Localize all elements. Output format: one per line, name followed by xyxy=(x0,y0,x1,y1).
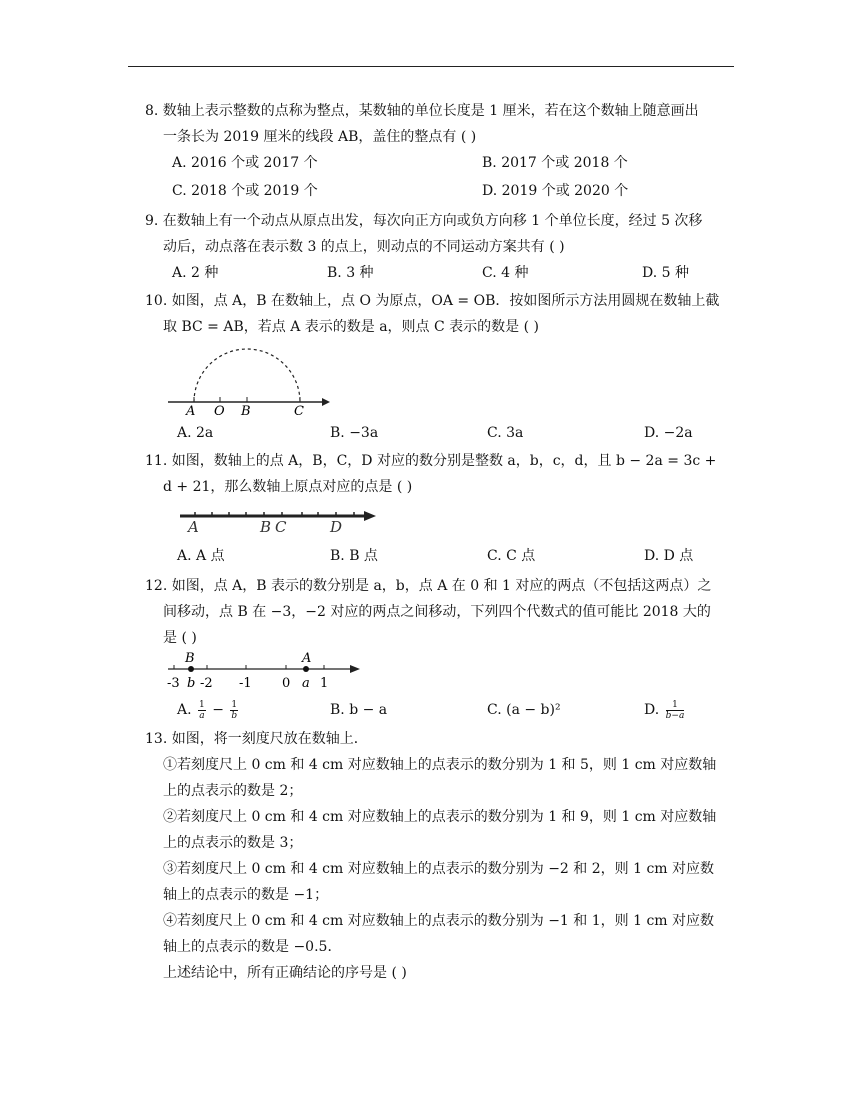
question-12 xyxy=(145,573,745,651)
q9-option-c[interactable]: C. 4 种 xyxy=(482,265,529,281)
q12-point-b xyxy=(188,666,194,672)
q12-option-c[interactable]: C. (a − b)² xyxy=(487,702,561,718)
question-8 xyxy=(145,98,745,150)
q13-statement-4a: ④若刻度尺上 0 cm 和 4 cm 对应数轴上的点表示的数分别为 −1 和 1，则 1 cm 对应数 xyxy=(163,913,715,929)
q10-number-line-figure xyxy=(168,340,338,418)
q8-options-row2 xyxy=(172,178,732,204)
q13-statement-4b: 轴上的点表示的数是 −0.5． xyxy=(163,939,342,955)
q8-options-row1 xyxy=(172,150,732,176)
q10-options xyxy=(172,420,732,446)
q8-line1: 8. 数轴上表示整数的点称为整点，某数轴的单位长度是 1 厘米，若在这个数轴上随意画出 xyxy=(145,103,699,119)
q8-option-c[interactable]: C. 2018 个或 2019 个 xyxy=(172,183,318,199)
q12-frac1-num: 1 xyxy=(199,699,205,710)
q12-tick-zero: 0 xyxy=(282,676,291,691)
q9-line1: 9. 在数轴上有一个动点从原点出发，每次向正方向或负方向移 1 个单位长度，经过 5 次移 xyxy=(145,213,703,229)
q12-point-a xyxy=(303,666,309,672)
q12-options xyxy=(172,697,732,723)
q12-frac2-num: 1 xyxy=(231,699,238,710)
q11-options xyxy=(172,543,732,569)
q13-statement-1a: ①若刻度尺上 0 cm 和 4 cm 对应数轴上的点表示的数分别为 1 和 5，则 1 cm 对应数轴 xyxy=(163,757,717,773)
q9-line2: 动后，动点落在表示数 3 的点上，则动点的不同运动方案共有 ( ) xyxy=(163,239,565,255)
q10-line2: 取 BC = AB，若点 A 表示的数是 a，则点 C 表示的数是 ( ) xyxy=(163,319,539,335)
header-rule xyxy=(128,66,734,67)
q11-option-a[interactable]: A. A 点 xyxy=(177,548,225,564)
q10-label-a: A xyxy=(186,404,196,418)
question-13 xyxy=(145,726,745,986)
q12-tick-neg1: -1 xyxy=(239,676,252,691)
q11-line2: d + 21，那么数轴上原点对应的点是 ( ) xyxy=(163,479,413,495)
q13-final-prompt: 上述结论中，所有正确结论的序号是 ( ) xyxy=(163,965,407,981)
q10-arc xyxy=(194,349,300,402)
q12-line2: 间移动，点 B 在 −3，−2 对应的两点之间移动，下列四个代数式的值可能比 2018 大的 xyxy=(163,604,711,620)
q9-option-a[interactable]: A. 2 种 xyxy=(172,265,219,281)
q13-statement-3a: ③若刻度尺上 0 cm 和 4 cm 对应数轴上的点表示的数分别为 −2 和 2，则 1 cm 对应数 xyxy=(163,861,715,877)
q12-option-d-label: D. xyxy=(644,702,660,718)
q8-option-a[interactable]: A. 2016 个或 2017 个 xyxy=(172,155,318,171)
q12-line3: 是 ( ) xyxy=(163,630,197,646)
q10-option-a[interactable]: A. 2a xyxy=(177,425,214,441)
q12-option-a-frac1 xyxy=(198,700,206,721)
q10-arrow xyxy=(322,398,330,406)
q12-tick-neg3: -3 xyxy=(167,676,180,691)
q13-statement-2b: 上的点表示的数是 3； xyxy=(163,835,303,851)
q12-option-b[interactable]: B. b − a xyxy=(330,702,388,718)
q12-number-line-figure xyxy=(166,650,362,694)
q10-label-o: O xyxy=(214,404,225,418)
q8-line2: 一条长为 2019 厘米的线段 AB，盖住的整点有 ( ) xyxy=(163,129,477,145)
q12-line1: 12. 如图，点 A，B 表示的数分别是 a，b，点 A 在 0 和 1 对应的两点（不包括这两点）之 xyxy=(145,578,712,594)
q12-option-a-frac2 xyxy=(230,700,238,721)
q12-tick-b: b xyxy=(187,676,196,691)
q11-line1: 11. 如图，数轴上的点 A，B，C，D 对应的数分别是整数 a，b，c，d，且 b − 2a = 3c + xyxy=(145,453,717,469)
q11-option-d[interactable]: D. D 点 xyxy=(644,548,694,564)
q9-options xyxy=(172,260,732,286)
q10-label-c: C xyxy=(294,404,304,418)
q13-statement-3b: 轴上的点表示的数是 −1； xyxy=(163,887,329,903)
question-10 xyxy=(145,288,745,340)
q12-tick-neg2: -2 xyxy=(200,676,213,691)
q11-number-line-figure xyxy=(178,506,380,536)
q8-option-b[interactable]: B. 2017 个或 2018 个 xyxy=(482,155,628,171)
q12-tick-a: a xyxy=(302,676,310,691)
q11-label-b: B xyxy=(260,518,272,536)
q13-statement-1b: 上的点表示的数是 2； xyxy=(163,783,303,799)
q8-option-d[interactable]: D. 2019 个或 2020 个 xyxy=(482,183,629,199)
q12-upper-a: A xyxy=(302,651,312,666)
q10-option-c[interactable]: C. 3a xyxy=(487,425,524,441)
q11-label-d: D xyxy=(330,518,343,536)
q12-option-d[interactable] xyxy=(644,697,686,723)
q12-option-a-label: A. xyxy=(177,702,192,718)
q10-option-b[interactable]: B. −3a xyxy=(330,425,379,441)
q12-fracd-num: 1 xyxy=(666,700,685,711)
q10-label-b: B xyxy=(241,404,251,418)
q13-statement-2a: ②若刻度尺上 0 cm 和 4 cm 对应数轴上的点表示的数分别为 1 和 9，则 1 cm 对应数轴 xyxy=(163,809,717,825)
q12-frac2-den: b xyxy=(231,710,238,721)
q11-arrow xyxy=(364,511,376,521)
question-11 xyxy=(145,448,745,500)
q12-option-a[interactable] xyxy=(177,697,240,723)
q12-frac1-den: a xyxy=(199,710,205,721)
q12-upper-b: B xyxy=(185,651,195,666)
q11-option-c[interactable]: C. C 点 xyxy=(487,548,536,564)
q12-fracd-den: b−a xyxy=(665,710,685,721)
q12-option-a-minus: − xyxy=(212,702,224,718)
q9-option-b[interactable]: B. 3 种 xyxy=(327,265,374,281)
q10-option-d[interactable]: D. −2a xyxy=(644,425,693,441)
q12-option-d-frac xyxy=(666,700,685,721)
q11-label-a: A xyxy=(188,518,199,536)
q12-tick-one: 1 xyxy=(320,676,329,691)
question-9 xyxy=(145,208,745,260)
q12-arrow xyxy=(350,665,360,673)
q10-line1: 10. 如图，点 A，B 在数轴上，点 O 为原点，OA = OB．按如图所示方法用圆规在数轴上截 xyxy=(145,293,720,309)
q13-line1: 13. 如图，将一刻度尺放在数轴上． xyxy=(145,731,368,747)
q11-option-b[interactable]: B. B 点 xyxy=(330,548,378,564)
q11-label-c: C xyxy=(275,518,287,536)
q9-option-d[interactable]: D. 5 种 xyxy=(642,265,689,281)
